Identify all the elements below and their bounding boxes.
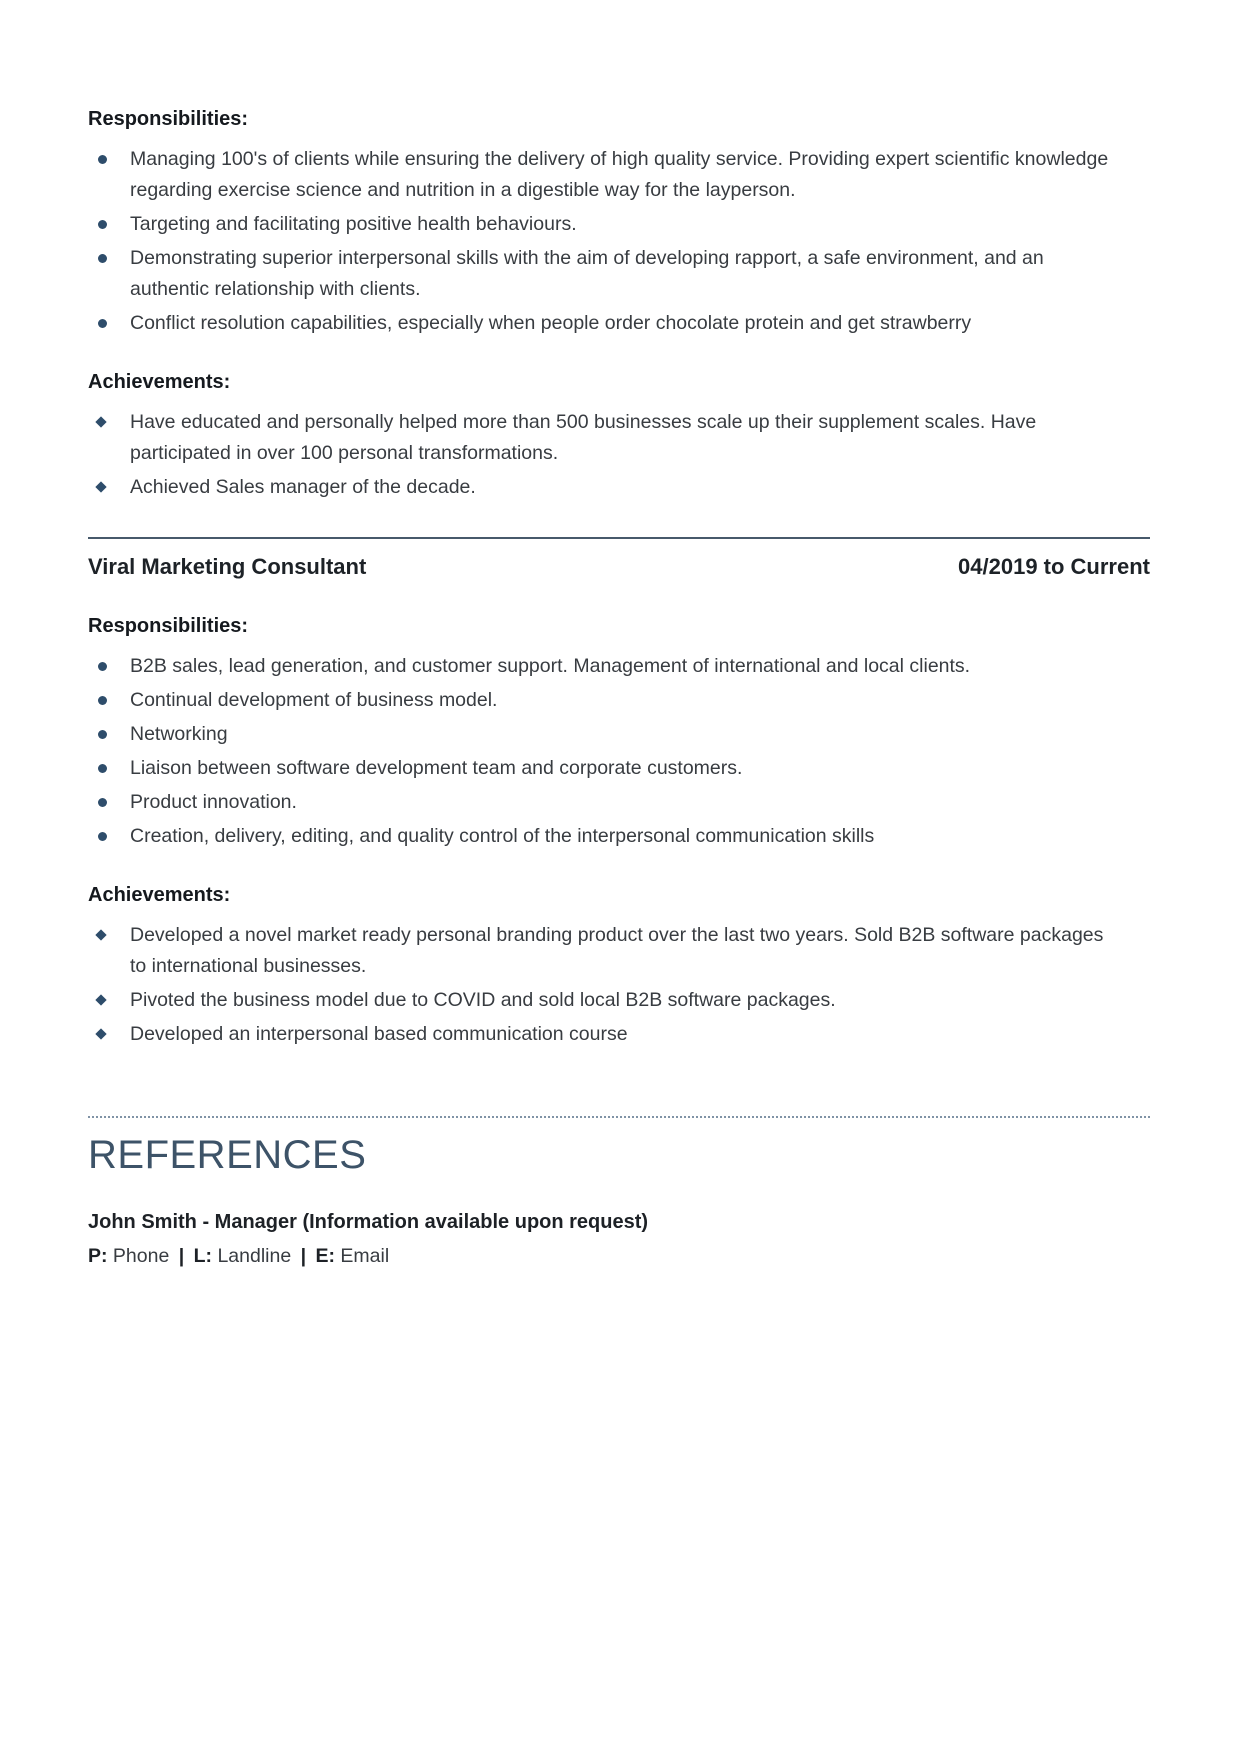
achievements-list: [88, 920, 1150, 1050]
phone-label: P:: [88, 1245, 108, 1267]
email-label: E:: [315, 1245, 335, 1267]
responsibilities-heading: Responsibilities:: [88, 615, 249, 637]
bullet-diamond-icon: [95, 481, 106, 492]
list-item: [88, 787, 1110, 818]
list-item: [88, 985, 1110, 1016]
list-item-text: Creation, delivery, editing, and quality control of the interpersonal communication skills: [130, 825, 875, 847]
list-item: [88, 209, 1110, 240]
responsibilities-list: [88, 144, 1150, 339]
list-item: [88, 308, 1110, 339]
list-item: [88, 920, 1110, 982]
phone-value: Phone: [112, 1245, 170, 1267]
list-item-text: B2B sales, lead generation, and customer support. Management of international and local clients.: [130, 655, 971, 677]
list-item-text: Product innovation.: [130, 791, 297, 813]
responsibilities-heading: Responsibilities:: [88, 108, 249, 130]
bullet-dot-icon: [98, 155, 107, 164]
bullet-diamond-icon: [95, 929, 106, 940]
bullet-dot-icon: [98, 319, 107, 328]
responsibilities-list: [88, 651, 1150, 852]
list-item: [88, 144, 1110, 206]
bullet-dot-icon: [98, 696, 107, 705]
landline-value: Landline: [217, 1245, 292, 1267]
bullet-dot-icon: [98, 798, 107, 807]
landline-label: L:: [193, 1245, 213, 1267]
bullet-dot-icon: [98, 662, 107, 671]
list-item: [88, 651, 1110, 682]
bullet-diamond-icon: [95, 1028, 106, 1039]
list-item-text: Targeting and facilitating positive health behaviours.: [130, 213, 577, 235]
list-item-text: Achieved Sales manager of the decade.: [130, 476, 476, 498]
achievements-heading: Achievements:: [88, 371, 231, 393]
list-item-text: Developed an interpersonal based communication course: [130, 1023, 628, 1045]
references-heading: REFERENCES: [88, 1133, 367, 1177]
list-item-text: Liaison between software development team and corporate customers.: [130, 757, 743, 779]
list-item: [88, 243, 1110, 305]
list-item: [88, 821, 1110, 852]
separator: |: [300, 1245, 307, 1267]
bullet-dot-icon: [98, 254, 107, 263]
list-item-text: Pivoted the business model due to COVID and sold local B2B software packages.: [130, 989, 836, 1011]
list-item: [88, 1019, 1110, 1050]
section-divider: [88, 1116, 1150, 1118]
separator: |: [178, 1245, 185, 1267]
list-item: [88, 407, 1110, 469]
list-item: [88, 753, 1110, 784]
bullet-dot-icon: [98, 764, 107, 773]
list-item-text: Managing 100's of clients while ensuring the delivery of high quality service. Providing expert scientific knowledge regarding exercise science and nutrition in a digestible way for the layperson.: [130, 148, 1109, 201]
list-item-text: Continual development of business model.: [130, 689, 498, 711]
list-item-text: Have educated and personally helped more than 500 businesses scale up their supplement scales. Have participated in over 100 personal transformations.: [130, 411, 1037, 464]
list-item: [88, 719, 1110, 750]
bullet-diamond-icon: [95, 416, 106, 427]
list-item: [88, 472, 1110, 503]
bullet-dot-icon: [98, 730, 107, 739]
job-section-viral-marketing: [88, 613, 1150, 1050]
list-item-text: Networking: [130, 723, 228, 745]
reference-contact: [88, 1240, 1150, 1272]
reference-name: John Smith - Manager (Information available upon request): [88, 1211, 649, 1233]
list-item-text: Demonstrating superior interpersonal skills with the aim of developing rapport, a safe environment, and an authentic relationship with clients.: [130, 247, 1044, 300]
bullet-dot-icon: [98, 220, 107, 229]
job-header: [88, 537, 1150, 587]
job-title: Viral Marketing Consultant: [88, 554, 367, 579]
list-item-text: Developed a novel market ready personal branding product over the last two years. Sold B2B software packages to international businesses.: [130, 924, 1104, 977]
list-item: [88, 685, 1110, 716]
bullet-dot-icon: [98, 832, 107, 841]
job-section-previous: [88, 106, 1150, 503]
job-dates: 04/2019 to Current: [958, 554, 1150, 579]
achievements-heading: Achievements:: [88, 884, 231, 906]
bullet-diamond-icon: [95, 994, 106, 1005]
list-item-text: Conflict resolution capabilities, especially when people order chocolate protein and get strawberry: [130, 312, 972, 334]
achievements-list: [88, 407, 1150, 503]
email-value: Email: [340, 1245, 390, 1267]
